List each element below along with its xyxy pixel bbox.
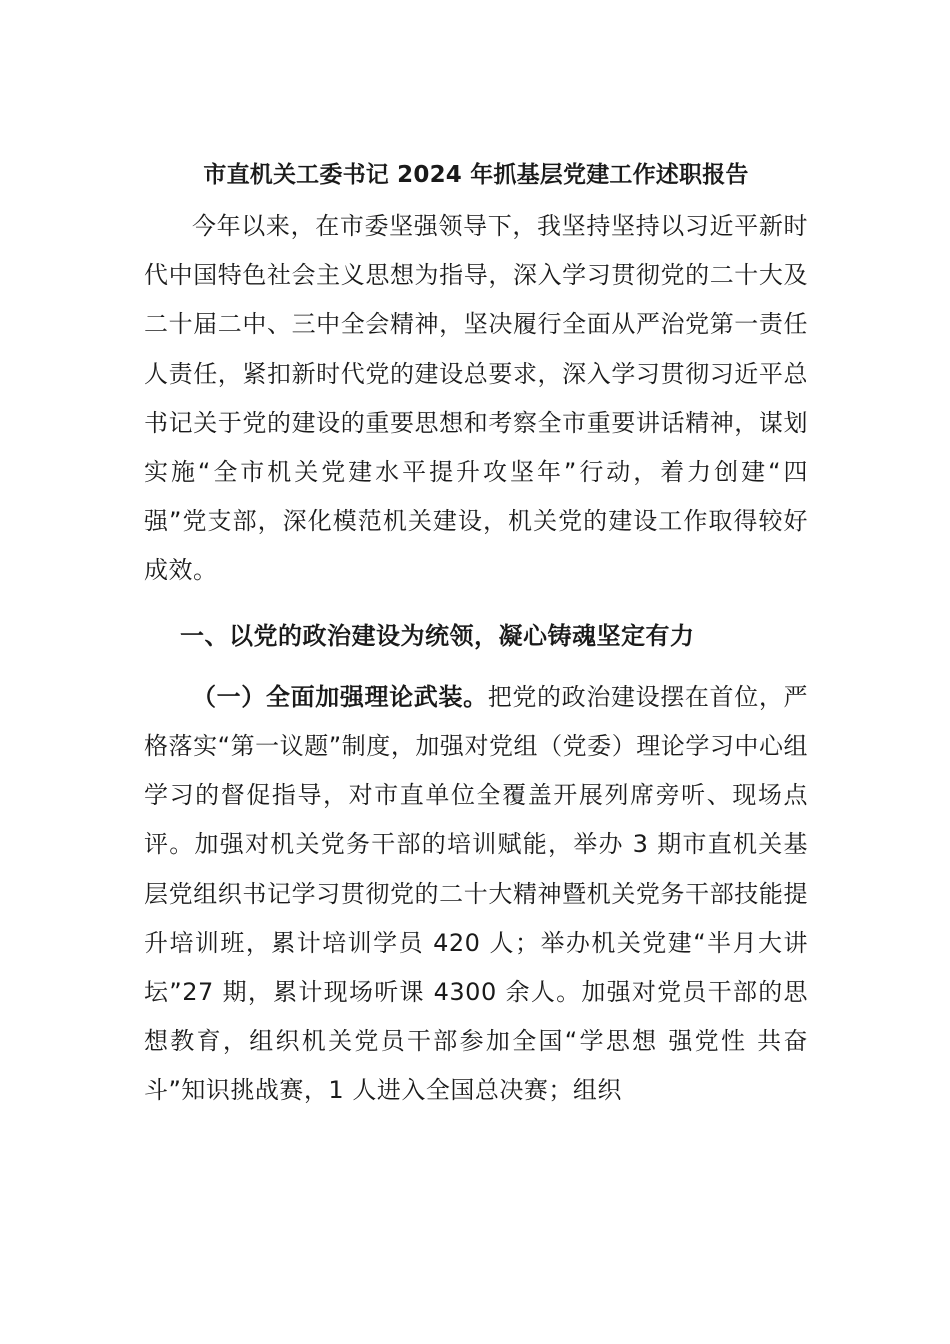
intro-paragraph: 今年以来，在市委坚强领导下，我坚持坚持以习近平新时代中国特色社会主义思想为指导，深入学习贯彻党的二十大及二十届二中、三中全会精神，坚决履行全面从严治党第一责任人责任，紧扣新时代党的建设总要求，深入学习贯彻习近平总书记关于党的建设的重要思想和考察全市重要讲话精神，谋划实施“全市机关党建水平提升攻坚年”行动，着力创建“四强”党支部，深化模范机关建设，机关党的建设工作取得较好成效。 [144, 212, 808, 585]
document-title: 市直机关工委书记 2024 年抓基层党建工作述职报告 [203, 162, 749, 188]
subsection-body: 把党的政治建设摆在首位，严格落实“第一议题”制度，加强对党组（党委）理论学习中心组学习的督促指导，对市直单位全覆盖开展列席旁听、现场点评。加强对机关党务干部的培训赋能，举办 3 期市直机关基层党组织书记学习贯彻党的二十大精神暨机关党务干部技能提升培训班，累计培训学员 420 人；举办机关党建“半月大讲坛”27 期，累计现场听课 4300 余人。加强对党员干部的思想教育，组织机关党员干部参加全国“学思想 强党性 共奋斗”知识挑战赛，1 人进入全国总决赛；组织 [144, 682, 808, 1105]
section-heading: 一、以党的政治建设为统领，凝心铸魂坚定有力 [180, 621, 695, 650]
document-body [144, 152, 808, 1116]
subsection-paragraph [144, 673, 808, 1116]
subsection-lead: （一）全面加强理论武装。 [192, 682, 488, 711]
